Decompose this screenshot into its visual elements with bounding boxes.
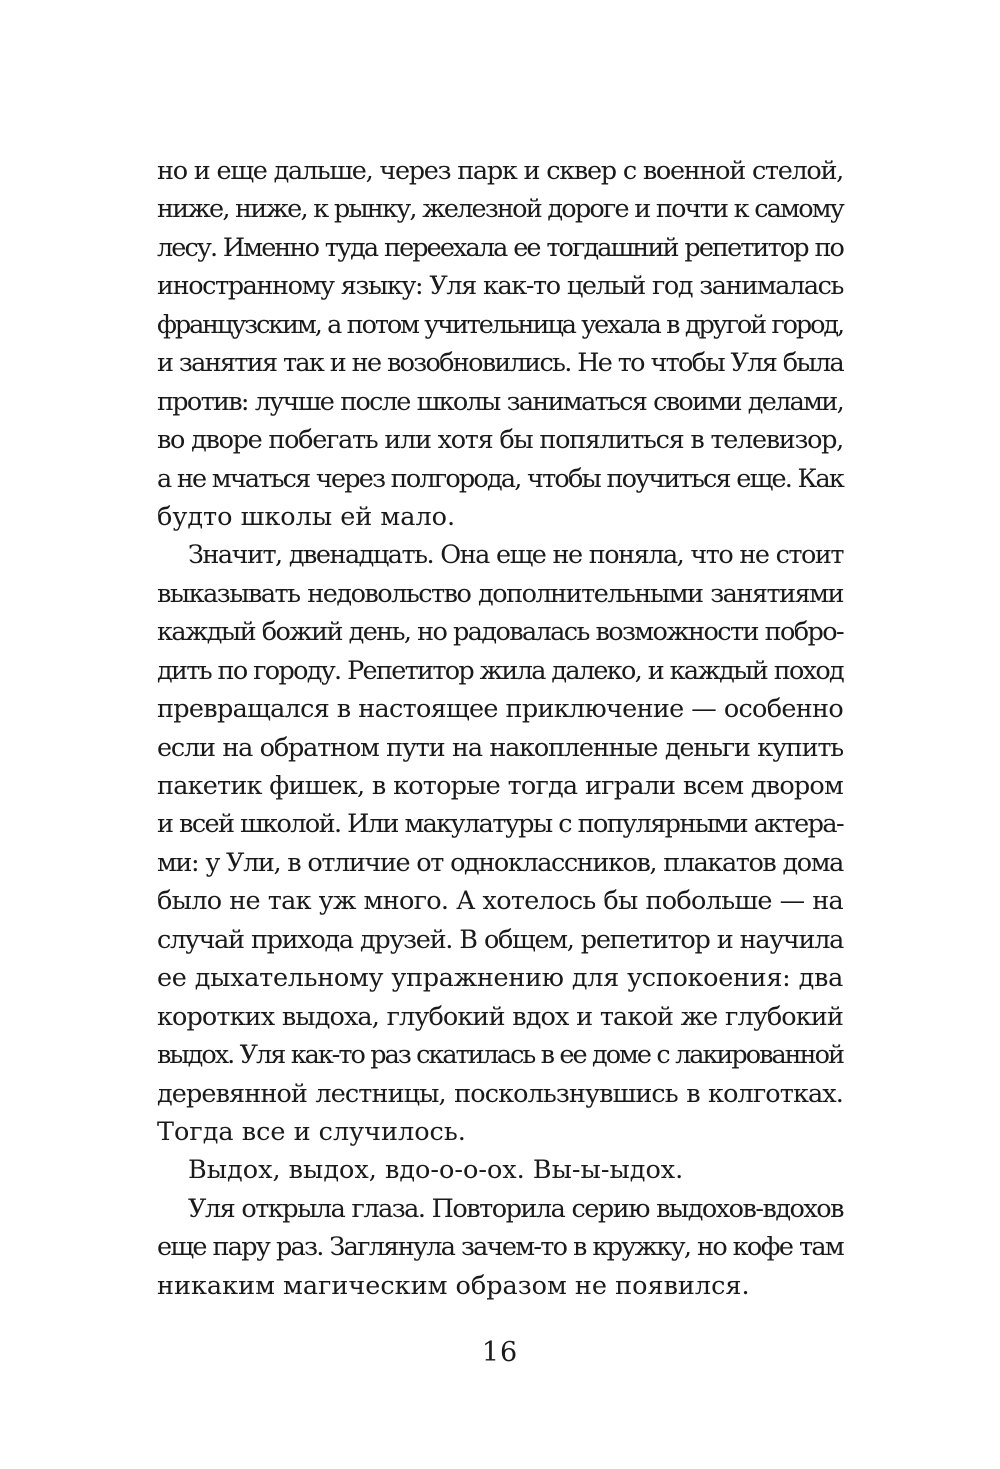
text-line: Уля открыла глаза. Повторила серию выдохов-вдохов [188, 1193, 843, 1224]
text-line: еще пару раз. Заглянула зачем-то в кружку, но кофе там [157, 1232, 843, 1263]
text-line: ниже, ниже, к рынку, железной дороге и почти к самому [157, 194, 843, 225]
text-line: пакетик фишек, в которые тогда играли всем двором [157, 771, 843, 801]
text-line: если на обратном пути на накопленные деньги купить [157, 732, 843, 763]
text-line: никаким магическим образом не появился. [157, 1270, 750, 1301]
text-line: ми: у Ули, в отличие от одноклассников, плакатов дома [157, 847, 843, 878]
text-line: Выдох, выдох, вдо-о-о-ох. Вы-ы-ыдох. [188, 1155, 684, 1186]
page-number: 16 [481, 1337, 519, 1368]
text-line: превращался в настоящее приключение — особенно [157, 694, 843, 725]
text-line: деревянной лестницы, поскользнувшись в колготках. [157, 1078, 843, 1109]
text-line: во дворе побегать или хотя бы попялиться в телевизор, [157, 425, 843, 456]
text-line: но и еще дальше, через парк и сквер с военной стелой, [157, 156, 843, 186]
text-line: коротких выдоха, глубокий вдох и такой же глубокий [157, 1001, 843, 1032]
text-line: и всей школой. Или макулатуры с популярными актера- [157, 809, 843, 840]
text-line: а не мчаться через полгорода, чтобы поучиться еще. Как [157, 463, 843, 494]
text-line: Значит, двенадцать. Она еще не поняла, что не стоит [188, 540, 843, 571]
text-line: иностранному языку: Уля как-то целый год занималась [157, 271, 843, 302]
text-line: лесу. Именно туда переехала ее тогдашний репетитор по [157, 232, 843, 263]
text-line: дить по городу. Репетитор жила далеко, и каждый поход [157, 655, 843, 686]
text-line: каждый божий день, но радовалась возможности побро- [157, 617, 843, 648]
text-line: случай прихода друзей. В общем, репетитор и научила [157, 924, 843, 955]
text-line: против: лучше после школы заниматься своими делами, [157, 386, 843, 417]
text-line: будто школы ей мало. [157, 501, 456, 532]
text-line: и занятия так и не возобновились. Не то чтобы Уля была [157, 348, 843, 379]
text-line: ее дыхательному упражнению для успокоения: два [157, 963, 843, 994]
text-line: Тогда все и случилось. [157, 1116, 466, 1147]
text-line: выказывать недовольство дополнительными занятиями [157, 578, 843, 609]
text-line: выдох. Уля как-то раз скатилась в ее доме с лакированной [157, 1040, 843, 1071]
text-line: французским, а потом учительница уехала в другой город, [157, 309, 843, 340]
text-line: было не так уж много. А хотелось бы побольше — на [157, 886, 843, 917]
page-body [157, 152, 843, 1305]
